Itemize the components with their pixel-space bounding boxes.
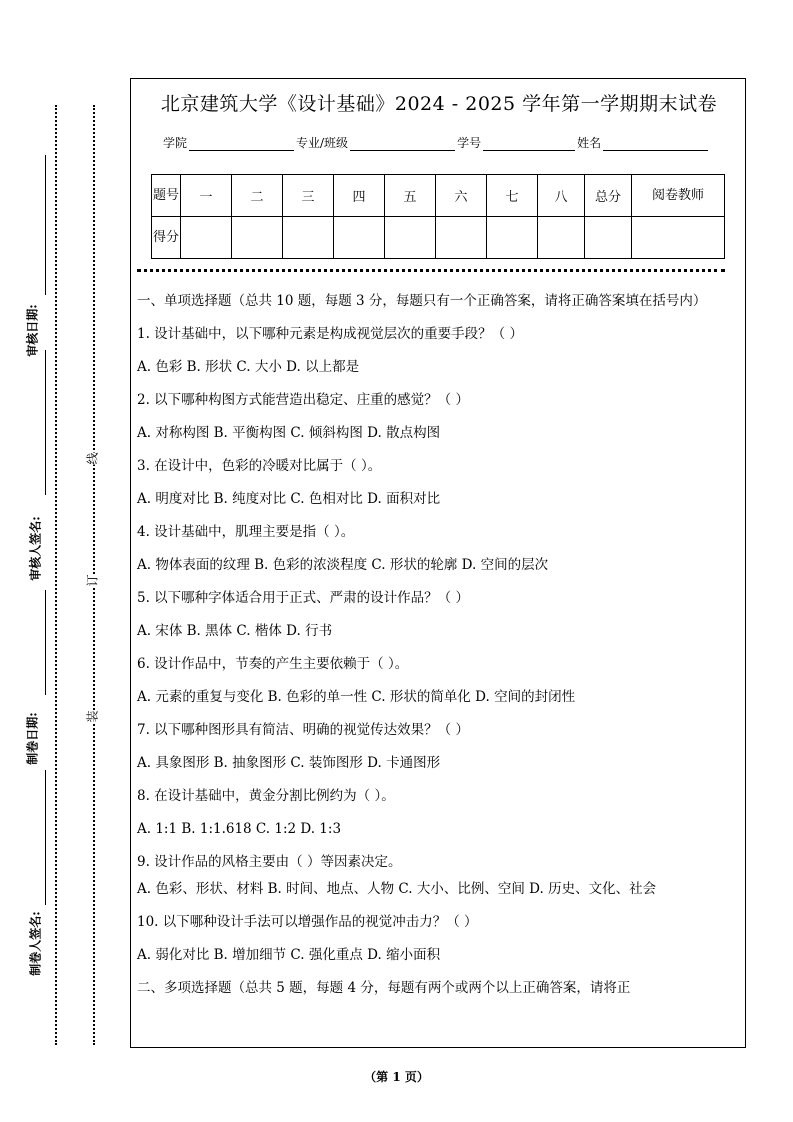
info-row xyxy=(163,134,710,151)
header-cell: 二 xyxy=(232,175,283,217)
side-blank-line xyxy=(45,350,46,495)
score-table xyxy=(151,174,725,259)
options-6: A. 元素的重复与变化 B. 色彩的单一性 C. 形状的简单化 D. 空间的封闭性 xyxy=(137,689,576,705)
score-cell[interactable] xyxy=(181,217,232,259)
side-blank-line xyxy=(45,770,46,905)
header-cell: 四 xyxy=(334,175,385,217)
options-8: A. 1:1 B. 1:1.618 C. 1:2 D. 1:3 xyxy=(137,821,342,837)
options-3: A. 明度对比 B. 纯度对比 C. 色相对比 D. 面积对比 xyxy=(137,491,441,507)
dotted-divider xyxy=(137,269,725,272)
college-blank[interactable] xyxy=(189,136,294,151)
side-label-reviewer-sign: 审核人签名: xyxy=(28,516,43,581)
info-label-name: 姓名 xyxy=(577,136,602,150)
section-intro-single: 一、单项选择题（总共 10 题，每题 3 分，每题只有一个正确答案，请将正确答案填在括号内） xyxy=(137,293,707,309)
side-label-make-date: 制卷日期: xyxy=(25,712,40,765)
section-intro-multi: 二、多项选择题（总共 5 题，每题 4 分，每题有两个或两个以上正确答案，请将正 xyxy=(137,980,631,996)
cut-label-install: 装 xyxy=(85,710,100,723)
score-value-row xyxy=(152,217,725,259)
score-cell[interactable] xyxy=(487,217,538,259)
options-10: A. 弱化对比 B. 增加细节 C. 强化重点 D. 缩小面积 xyxy=(137,947,441,963)
side-blank-line xyxy=(45,590,46,695)
question-10: 10. 以下哪种设计手法可以增强作品的视觉冲击力？（ ） xyxy=(137,914,478,930)
header-cell: 七 xyxy=(487,175,538,217)
score-cell[interactable] xyxy=(436,217,487,259)
header-cell: 一 xyxy=(181,175,232,217)
header-cell: 五 xyxy=(385,175,436,217)
score-cell[interactable] xyxy=(538,217,585,259)
info-label-major: 专业/班级 xyxy=(296,136,349,150)
cut-label-bind: 订 xyxy=(85,574,100,587)
options-9: A. 色彩、形状、材料 B. 时间、地点、人物 C. 大小、比例、空间 D. 历史、文化、社会 xyxy=(137,881,657,897)
question-1: 1. 设计基础中，以下哪种元素是构成视觉层次的重要手段？（ ） xyxy=(137,326,523,342)
exam-title: 北京建筑大学《设计基础》2024 - 2025 学年第一学期期末试卷 xyxy=(160,93,718,115)
options-5: A. 宋体 B. 黑体 C. 楷体 D. 行书 xyxy=(137,623,333,639)
header-cell: 八 xyxy=(538,175,585,217)
question-3: 3. 在设计中，色彩的冷暖对比属于（ ）。 xyxy=(137,458,382,474)
question-9: 9. 设计作品的风格主要由（ ）等因素决定。 xyxy=(137,854,402,870)
question-2: 2. 以下哪种构图方式能营造出稳定、庄重的感觉？（ ） xyxy=(137,392,469,408)
header-cell-number: 题号 xyxy=(152,175,181,217)
question-7: 7. 以下哪种图形具有简洁、明确的视觉传达效果？（ ） xyxy=(137,722,469,738)
score-header-row xyxy=(152,175,725,217)
score-cell[interactable] xyxy=(283,217,334,259)
side-blank-line xyxy=(45,155,46,295)
header-cell-total: 总分 xyxy=(585,175,632,217)
options-2: A. 对称构图 B. 平衡构图 C. 倾斜构图 D. 散点构图 xyxy=(137,425,441,441)
side-label-review-date: 审核日期: xyxy=(25,304,40,357)
student-id-blank[interactable] xyxy=(483,136,575,151)
question-content xyxy=(137,291,743,1005)
question-6: 6. 设计作品中，节奏的产生主要依赖于（ ）。 xyxy=(137,656,409,672)
score-cell[interactable] xyxy=(632,217,725,259)
cut-label-line: 线 xyxy=(85,452,100,465)
question-8: 8. 在设计基础中，黄金分割比例约为（ ）。 xyxy=(137,788,395,804)
major-blank[interactable] xyxy=(350,136,455,151)
side-dotted-line xyxy=(55,105,57,1045)
name-blank[interactable] xyxy=(603,136,708,151)
page-footer: （第 1 页） xyxy=(364,1070,429,1084)
options-4: A. 物体表面的纹理 B. 色彩的浓淡程度 C. 形状的轮廓 D. 空间的层次 xyxy=(137,557,549,573)
score-cell[interactable] xyxy=(334,217,385,259)
options-7: A. 具象图形 B. 抽象图形 C. 装饰图形 D. 卡通图形 xyxy=(137,755,441,771)
score-cell[interactable] xyxy=(232,217,283,259)
info-label-college: 学院 xyxy=(163,136,188,150)
score-cell[interactable] xyxy=(585,217,632,259)
side-label-maker-sign: 制卷人签名: xyxy=(28,911,43,976)
score-cell[interactable] xyxy=(385,217,436,259)
score-label-cell: 得分 xyxy=(152,217,181,259)
question-5: 5. 以下哪种字体适合用于正式、严肃的设计作品？（ ） xyxy=(137,590,469,606)
header-cell: 三 xyxy=(283,175,334,217)
header-cell: 六 xyxy=(436,175,487,217)
header-cell-grader: 阅卷教师 xyxy=(632,175,725,217)
options-1: A. 色彩 B. 形状 C. 大小 D. 以上都是 xyxy=(137,359,360,375)
question-4: 4. 设计基础中，肌理主要是指（ ）。 xyxy=(137,524,355,540)
exam-frame xyxy=(130,78,746,1048)
info-label-student-id: 学号 xyxy=(457,136,482,150)
